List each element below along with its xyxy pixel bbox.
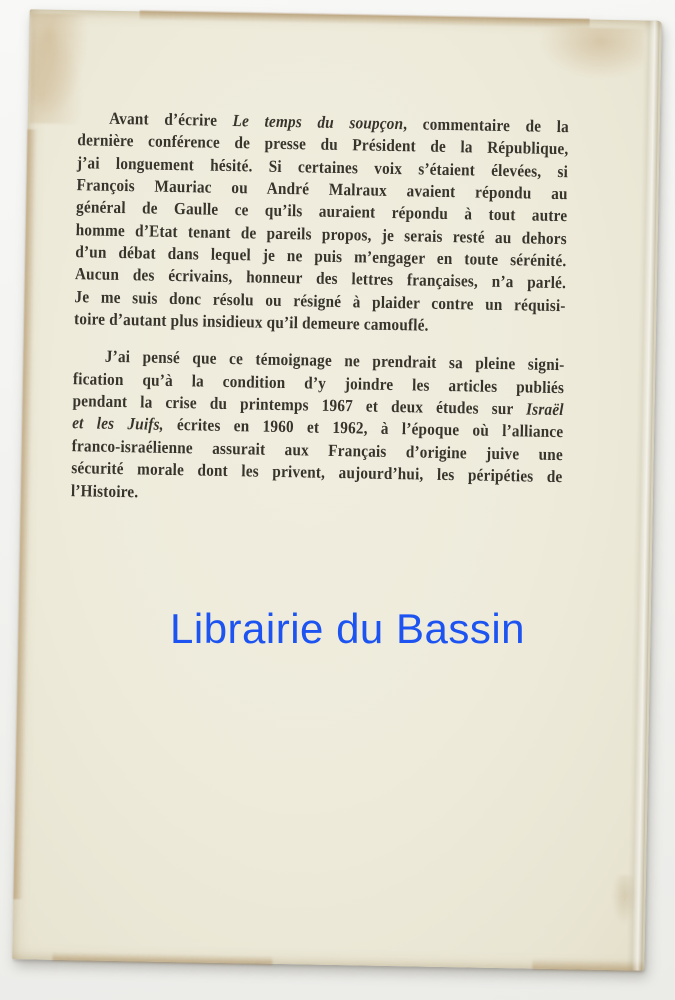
stain-top-right bbox=[534, 27, 645, 84]
book-back-cover bbox=[12, 9, 661, 970]
text-line: franco-israélienne assurait aux Français d’origine juive une bbox=[71, 435, 564, 464]
stain-top-edge bbox=[140, 10, 590, 28]
stain-bottom-edge-left bbox=[52, 952, 272, 965]
text-line: Avant d’écrire Le temps du soupçon, commentaire de la bbox=[109, 108, 570, 137]
text-line: J’ai pensé que ce témoignage ne prendrait sa pleine signi- bbox=[104, 347, 565, 375]
bookseller-watermark: Librairie du Bassin bbox=[170, 605, 526, 652]
text-line: d’un débat dans lequel je ne puis m’engager en toute sérénité. bbox=[75, 242, 567, 271]
text-line: pendant la crise du printemps 1967 et deux études sur Israël bbox=[72, 391, 564, 420]
text-line: Aucun des écrivains, honneur des lettres françaises, n’a parlé. bbox=[74, 264, 567, 293]
text-line: homme d’Etat tenant de pareils propos, je serais resté au dehors bbox=[75, 219, 568, 248]
text-line: général de Gaulle ce qu’ils auraient répondu à tout autre bbox=[75, 197, 568, 226]
text-line: et les Juifs, écrites en 1960 et 1962, à l’époque où l’alliance bbox=[72, 413, 564, 442]
stain-left-edge bbox=[13, 129, 37, 899]
text-line: j’ai longuement hésité. Si certaines voix s’étaient élevées, si bbox=[76, 152, 569, 181]
cover-fore-edge-highlight bbox=[626, 21, 659, 971]
text-line: toire d’autant plus insidieux qu’il demeure camouflé. bbox=[73, 309, 429, 335]
text-line: dernière conférence de presse du Président de la République, bbox=[77, 130, 569, 159]
text-line: fication qu’à la condition d’y joindre les articles publiés bbox=[72, 368, 565, 397]
text-line: sécurité morale dont les privent, aujourd’hui, les péripéties de bbox=[71, 458, 563, 487]
paragraph bbox=[71, 346, 566, 511]
paragraph bbox=[74, 107, 570, 339]
text-line: l’Histoire. bbox=[70, 480, 139, 501]
text-line: Je me suis donc résolu ou résigné à plaider contre un réquisi- bbox=[74, 286, 566, 315]
back-cover-text bbox=[71, 107, 570, 511]
text-line: François Mauriac ou André Malraux avaient répondu au bbox=[76, 175, 568, 204]
